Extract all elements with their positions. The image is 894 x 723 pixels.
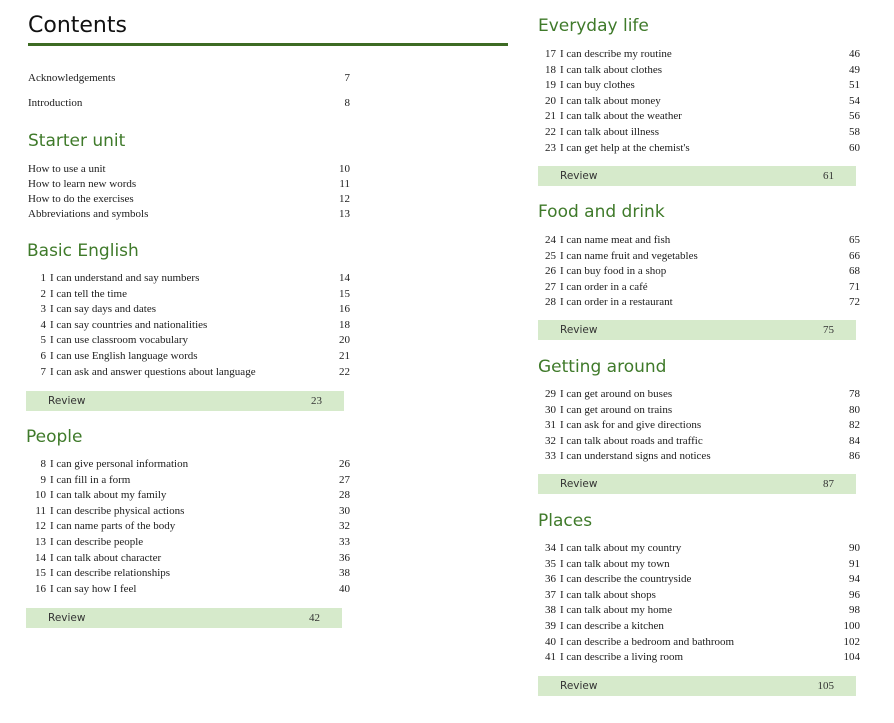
- item-page: 72: [849, 296, 860, 309]
- item-number: 39: [545, 619, 556, 632]
- item-number: 8: [40, 458, 46, 470]
- section-heading-people: People: [26, 427, 83, 447]
- item-number: 5: [40, 334, 46, 347]
- starter-unit-list: [28, 162, 350, 222]
- item-page: 54: [849, 94, 860, 107]
- item-text: I can talk about illness: [560, 125, 659, 138]
- item-page: 82: [849, 419, 860, 432]
- item-text: I can ask for and give directions: [560, 419, 702, 432]
- list-item[interactable]: [28, 318, 350, 334]
- item-number: 22: [545, 125, 556, 138]
- list-item[interactable]: [28, 349, 350, 365]
- item-page: 51: [849, 79, 860, 92]
- item-text: I can order in a restaurant: [560, 296, 673, 309]
- item-number: 10: [35, 489, 46, 502]
- review-page: 23: [311, 395, 322, 407]
- section-heading-starter-unit: Starter unit: [28, 131, 126, 151]
- review-bar-basic-english[interactable]: [26, 391, 344, 411]
- list-item[interactable]: [28, 162, 350, 177]
- list-item[interactable]: [538, 418, 860, 434]
- list-item[interactable]: [538, 449, 860, 465]
- item-page: 46: [849, 48, 860, 60]
- section-heading-places: Places: [538, 511, 593, 531]
- item-number: 9: [40, 473, 46, 486]
- item-number: 40: [545, 635, 556, 648]
- item-page: 100: [843, 619, 860, 632]
- review-page: 87: [823, 478, 834, 490]
- item-page: 10: [339, 163, 350, 175]
- item-text: Acknowledgements: [28, 72, 116, 84]
- item-page: 65: [849, 234, 860, 246]
- list-item[interactable]: [538, 588, 860, 604]
- list-item[interactable]: [538, 295, 860, 311]
- item-number: 30: [545, 403, 556, 416]
- list-item[interactable]: [28, 333, 350, 349]
- list-item[interactable]: [28, 96, 350, 121]
- item-page: 58: [849, 125, 860, 138]
- list-item[interactable]: [538, 63, 860, 79]
- item-text: I can order in a café: [560, 280, 648, 293]
- item-number: 35: [545, 557, 556, 570]
- item-page: 21: [339, 349, 350, 362]
- item-number: 34: [545, 542, 556, 554]
- item-text: I can talk about roads and traffic: [560, 434, 703, 447]
- item-number: 25: [545, 249, 556, 262]
- item-number: 31: [545, 419, 556, 432]
- item-text: I can talk about clothes: [560, 63, 663, 76]
- review-label: Review: [560, 478, 598, 490]
- item-number: 37: [545, 588, 556, 601]
- review-page: 42: [309, 612, 320, 624]
- item-text: I can describe relationships: [50, 567, 171, 580]
- list-item[interactable]: [538, 619, 860, 635]
- item-number: 2: [40, 287, 46, 300]
- item-number: 23: [545, 141, 556, 154]
- item-page: 30: [339, 504, 350, 517]
- item-text: I can buy clothes: [560, 79, 635, 92]
- item-page: 18: [339, 318, 350, 331]
- item-page: 68: [849, 265, 860, 278]
- list-item[interactable]: [538, 557, 860, 573]
- everyday-life-list: [538, 47, 860, 156]
- list-item[interactable]: [538, 47, 860, 63]
- list-item[interactable]: [28, 365, 350, 381]
- list-item[interactable]: [28, 473, 350, 489]
- list-item[interactable]: [538, 141, 860, 157]
- item-number: 20: [545, 94, 556, 107]
- item-text: I can say days and dates: [50, 303, 156, 316]
- item-number: 29: [545, 388, 556, 400]
- item-page: 28: [339, 489, 350, 502]
- list-item[interactable]: [28, 271, 350, 287]
- basic-english-list: [28, 271, 350, 380]
- getting-around-list: [538, 387, 860, 465]
- item-text: I can understand signs and notices: [560, 450, 711, 463]
- list-item[interactable]: [538, 635, 860, 651]
- item-text: I can talk about my family: [50, 489, 167, 502]
- item-text: I can talk about character: [50, 551, 162, 564]
- review-bar-food-and-drink[interactable]: [538, 320, 856, 340]
- item-text: I can talk about my home: [560, 604, 673, 617]
- list-item[interactable]: [538, 264, 860, 280]
- item-page: 86: [849, 450, 860, 463]
- item-page: 96: [849, 588, 860, 601]
- title-rule: [28, 43, 508, 46]
- item-number: 32: [545, 434, 556, 447]
- item-page: 60: [849, 141, 860, 154]
- item-page: 16: [339, 303, 350, 316]
- review-bar-places[interactable]: [538, 676, 856, 696]
- item-text: I can talk about the weather: [560, 110, 682, 123]
- list-item[interactable]: [538, 109, 860, 125]
- item-number: 7: [40, 365, 46, 378]
- item-number: 11: [35, 504, 46, 517]
- list-item[interactable]: [28, 566, 350, 582]
- places-list: [538, 541, 860, 666]
- item-page: 22: [339, 365, 350, 378]
- item-number: 4: [40, 318, 46, 331]
- list-item[interactable]: [538, 403, 860, 419]
- item-page: 8: [344, 97, 350, 109]
- list-item[interactable]: [28, 519, 350, 535]
- item-text: I can name parts of the body: [50, 520, 176, 533]
- item-page: 98: [849, 604, 860, 617]
- item-page: 36: [339, 551, 350, 564]
- section-heading-food-and-drink: Food and drink: [538, 202, 665, 222]
- list-item[interactable]: [28, 504, 350, 520]
- food-and-drink-list: [538, 233, 860, 311]
- item-number: 26: [545, 265, 556, 278]
- list-item[interactable]: [538, 280, 860, 296]
- item-page: 66: [849, 249, 860, 262]
- list-item[interactable]: [538, 434, 860, 450]
- list-item[interactable]: [538, 603, 860, 619]
- list-item[interactable]: [538, 387, 860, 403]
- list-item[interactable]: [538, 249, 860, 265]
- item-text: I can tell the time: [50, 287, 127, 300]
- item-text: I can talk about money: [560, 94, 661, 107]
- item-page: 71: [849, 280, 860, 293]
- item-page: 56: [849, 110, 860, 123]
- item-page: 91: [849, 557, 860, 570]
- list-item[interactable]: [538, 94, 860, 110]
- item-text: I can say how I feel: [50, 582, 137, 595]
- item-number: 38: [545, 604, 556, 617]
- item-text: Introduction: [28, 97, 83, 109]
- item-number: 16: [35, 582, 46, 595]
- item-page: 84: [849, 434, 860, 447]
- review-page: 61: [823, 170, 834, 182]
- item-text: I can talk about my country: [560, 542, 682, 554]
- review-bar-everyday-life[interactable]: [538, 166, 856, 186]
- list-item[interactable]: [28, 457, 350, 473]
- item-text: I can describe a kitchen: [560, 619, 664, 632]
- item-number: 17: [545, 48, 556, 60]
- people-list: [28, 457, 350, 597]
- item-page: 20: [339, 334, 350, 347]
- list-item[interactable]: [538, 125, 860, 141]
- list-item[interactable]: [28, 535, 350, 551]
- section-heading-everyday-life: Everyday life: [538, 16, 649, 36]
- item-number: 19: [545, 79, 556, 92]
- item-number: 1: [40, 272, 46, 284]
- item-page: 15: [339, 287, 350, 300]
- list-item[interactable]: [538, 572, 860, 588]
- item-text: I can buy food in a shop: [560, 265, 667, 278]
- review-label: Review: [560, 170, 598, 182]
- review-label: Review: [48, 395, 86, 407]
- list-item[interactable]: [28, 71, 350, 96]
- list-item[interactable]: [28, 287, 350, 303]
- item-text: I can fill in a form: [50, 473, 131, 486]
- item-number: 33: [545, 450, 556, 463]
- item-number: 14: [35, 551, 46, 564]
- item-page: 26: [339, 458, 350, 470]
- item-text: How to learn new words: [28, 178, 137, 190]
- list-item[interactable]: [538, 650, 860, 666]
- review-label: Review: [560, 680, 598, 692]
- item-page: 78: [849, 388, 860, 400]
- item-text: I can describe the countryside: [560, 573, 692, 586]
- item-text: How to do the exercises: [28, 193, 134, 205]
- item-page: 13: [339, 208, 350, 220]
- item-text: I can name meat and fish: [560, 234, 671, 246]
- item-text: I can say countries and nationalities: [50, 318, 208, 331]
- item-text: I can describe people: [50, 535, 144, 548]
- list-item[interactable]: [538, 78, 860, 94]
- list-item[interactable]: [28, 488, 350, 504]
- item-page: 102: [843, 635, 860, 648]
- item-text: Abbreviations and symbols: [28, 208, 149, 220]
- item-page: 11: [339, 178, 350, 190]
- item-number: 13: [35, 535, 46, 548]
- list-item[interactable]: [28, 192, 350, 207]
- item-page: 27: [339, 473, 350, 486]
- list-item[interactable]: [28, 302, 350, 318]
- item-text: I can describe a living room: [560, 651, 684, 664]
- item-text: I can describe my routine: [560, 48, 672, 60]
- item-page: 90: [849, 542, 860, 554]
- item-text: I can talk about shops: [560, 588, 656, 601]
- list-item[interactable]: [28, 207, 350, 222]
- review-bar-getting-around[interactable]: [538, 474, 856, 494]
- item-text: I can describe physical actions: [50, 504, 185, 517]
- review-page: 75: [823, 324, 834, 336]
- list-item[interactable]: [538, 541, 860, 557]
- item-number: 36: [545, 573, 556, 586]
- item-text: I can understand and say numbers: [50, 272, 200, 284]
- section-heading-getting-around: Getting around: [538, 357, 667, 377]
- item-text: I can get around on buses: [560, 388, 673, 400]
- item-number: 12: [35, 520, 46, 533]
- item-number: 18: [545, 63, 556, 76]
- item-text: I can use English language words: [50, 349, 198, 362]
- review-page: 105: [817, 680, 834, 692]
- item-page: 38: [339, 567, 350, 580]
- item-text: I can give personal information: [50, 458, 189, 470]
- item-text: I can ask and answer questions about language: [50, 365, 256, 378]
- item-page: 14: [339, 272, 350, 284]
- review-bar-people[interactable]: [26, 608, 342, 628]
- item-page: 104: [843, 651, 860, 664]
- list-item[interactable]: [538, 233, 860, 249]
- list-item[interactable]: [28, 551, 350, 567]
- item-number: 21: [545, 110, 556, 123]
- section-heading-basic-english: Basic English: [27, 241, 139, 261]
- item-number: 6: [40, 349, 46, 362]
- item-number: 24: [545, 234, 556, 246]
- item-page: 94: [849, 573, 860, 586]
- item-number: 15: [35, 567, 46, 580]
- item-number: 28: [545, 296, 556, 309]
- item-text: I can get help at the chemist's: [560, 141, 690, 154]
- item-number: 27: [545, 280, 556, 293]
- item-page: 40: [339, 582, 350, 595]
- item-text: I can get around on trains: [560, 403, 673, 416]
- item-page: 12: [339, 193, 350, 205]
- item-text: I can name fruit and vegetables: [560, 249, 698, 262]
- review-label: Review: [560, 324, 598, 336]
- review-label: Review: [48, 612, 86, 624]
- item-page: 33: [339, 535, 350, 548]
- list-item[interactable]: [28, 582, 350, 598]
- item-page: 49: [849, 63, 860, 76]
- item-text: I can talk about my town: [560, 557, 670, 570]
- item-text: How to use a unit: [28, 163, 106, 175]
- item-page: 32: [339, 520, 350, 533]
- item-number: 41: [545, 651, 556, 664]
- item-page: 80: [849, 403, 860, 416]
- item-text: I can describe a bedroom and bathroom: [560, 635, 735, 648]
- item-page: 7: [344, 72, 350, 84]
- item-number: 3: [40, 303, 46, 316]
- front-matter-list: [28, 71, 350, 121]
- list-item[interactable]: [28, 177, 350, 192]
- item-text: I can use classroom vocabulary: [50, 334, 189, 347]
- page-title: Contents: [28, 13, 127, 38]
